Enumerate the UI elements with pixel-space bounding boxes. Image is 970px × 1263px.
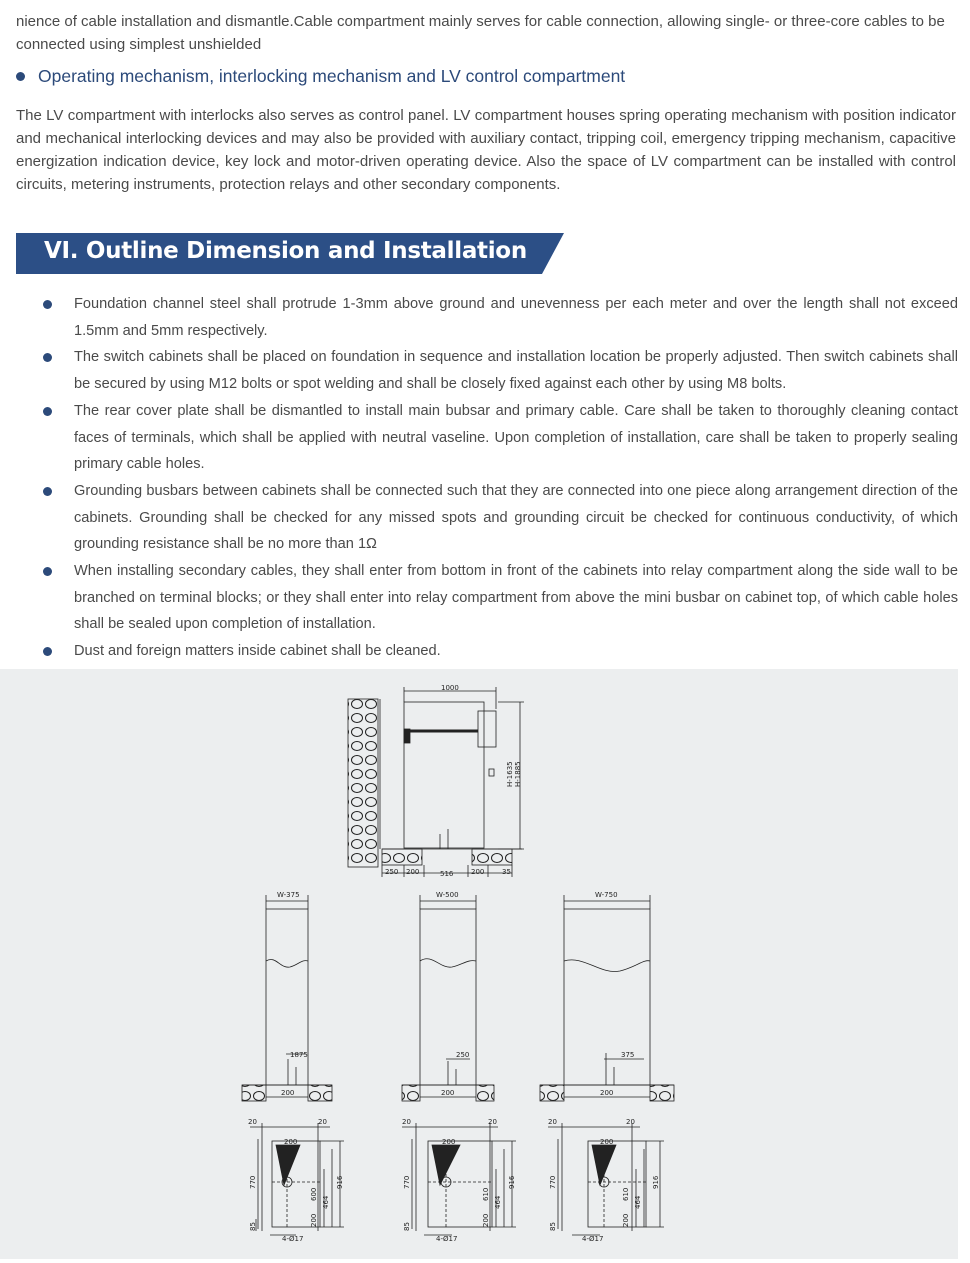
bullet-dot-icon [43,300,52,309]
list-item-text: Foundation channel steel shall protrude 1-3mm above ground and unevenness per each meter and over the length shall not exceed 1.5mm and 5mm respectively. [74,296,958,339]
section-title: VI. Outline Dimension and Installation [44,238,527,264]
subheading [16,66,625,87]
technical-drawing-panel [0,669,958,1259]
dim-depth: 1000 [441,684,459,692]
plan2-c: 916 [508,1175,516,1189]
plan3-d: 200 [622,1213,630,1227]
plan3-depth: 770 [549,1175,557,1189]
plan2-top: 200 [442,1138,456,1146]
plan2-right: 20 [488,1118,497,1126]
plan2-e: 85 [403,1222,411,1231]
plan1-c: 916 [336,1175,344,1189]
plan2-left: 20 [402,1118,411,1126]
plan1-holes: 4-Ø17 [282,1235,304,1243]
plan3-b: 464 [634,1195,642,1209]
plan3-top: 200 [600,1138,614,1146]
intro-text: nience of cable installation and dismantle.Cable compartment mainly serves for cable connection, allowing single- or three-core cables to be connected using simplest unshielded [16,13,945,53]
list-item [16,638,958,665]
dim-base-3: 200 [600,1089,614,1097]
plan1-e: 85 [249,1222,257,1231]
front-view-3 [540,895,674,1101]
plan2-holes: 4-Ø17 [436,1235,458,1243]
plan3-holes: 4-Ø17 [582,1235,604,1243]
plan3-right: 20 [626,1118,635,1126]
dim-bottom-2: 200 [406,868,420,876]
list-item-text: The rear cover plate shall be dismantled to install main bubsar and primary cable. Care shall be taken to thoroughly cleaning contact faces of terminals, which shall be applied with neutral vaseline. Upon completion of installation, care shall be taken to properly sealing primary cable holes. [74,402,958,473]
plan3-e: 85 [549,1222,557,1231]
dim-width-3: W-750 [595,891,618,899]
plan3-left: 20 [548,1118,557,1126]
dim-width-1: W-375 [277,891,300,899]
plan1-a: 600 [310,1187,318,1201]
plan1-d: 200 [310,1213,318,1227]
list-item [16,291,958,344]
bullet-dot-icon [16,72,25,81]
subheading-text: Operating mechanism, interlocking mechanism and LV control compartment [38,66,626,86]
list-item-text: Grounding busbars between cabinets shall be connected such that they are connected into one piece along arrangement direction of the cabinets. Grounding shall be checked for any missed spots and grounding circuit be checked for continuous conductivity, of which grounding resistance shall be no more than 1Ω [74,482,958,553]
front-view-1 [242,895,332,1101]
list-item [16,344,958,397]
list-item [16,398,958,478]
plan2-b: 464 [494,1195,502,1209]
installation-list [16,291,958,665]
plan1-depth: 770 [249,1175,257,1189]
side-view [348,687,524,877]
bullet-dot-icon [43,567,52,576]
outline-dimension-drawing [0,669,958,1259]
plan3-a: 610 [622,1187,630,1201]
plan1-top: 200 [284,1138,298,1146]
dim-width-2: W-500 [436,891,459,899]
plan2-a: 610 [482,1187,490,1201]
plan3-c: 916 [652,1175,660,1189]
plan1-right: 20 [318,1118,327,1126]
dim-bottom-4: 200 [471,868,485,876]
list-item-text: When installing secondary cables, they shall enter from bottom in front of the cabinets into relay compartment along the side wall to be branched on terminal blocks; or they shall enter into relay compartment from above the mini busbar on cabinet top, of which cable holes shall be sealed upon completion of installation. [74,563,958,633]
dim-offset-2: 250 [456,1051,470,1059]
list-item [16,478,958,558]
bullet-dot-icon [43,487,52,496]
plan1-left: 20 [248,1118,257,1126]
front-view-2 [402,895,494,1101]
dim-bottom-3: 516 [440,870,454,878]
plan1-b: 464 [322,1195,330,1209]
plan-view-2 [402,1123,516,1235]
dim-offset-1: 1875 [290,1051,308,1059]
plan2-d: 200 [482,1213,490,1227]
bullet-dot-icon [43,407,52,416]
dim-height-2: H-1885 [514,761,522,787]
dim-height-1: H-1635 [506,761,514,787]
dim-base-1: 200 [281,1089,295,1097]
plan2-depth: 770 [403,1175,411,1189]
dim-offset-3: 375 [621,1051,635,1059]
list-item [16,558,958,638]
list-item-text: Dust and foreign matters inside cabinet shall be cleaned. [74,643,441,660]
paragraph-lv-compartment: The LV compartment with interlocks also serves as control panel. LV compartment houses spring operating mechanism with position indicator and mechanical interlocking devices and may also be provided with auxiliary contact, tripping coil, emergency tripping mechanism, capacitive energization indication device, key lock and motor-driven operating device. Also the space of LV compartment can be installed with control circuits, metering instruments, protection relays and other secondary components. [16,107,956,193]
dim-bottom-1: 250 [385,868,399,876]
bullet-dot-icon [43,647,52,656]
section-banner [16,233,564,274]
list-item-text: The switch cabinets shall be placed on foundation in sequence and installation location be properly adjusted. Then switch cabinets shall be secured by using M12 bolts or spot welding and shall be closely fixed against each other by using M8 bolts. [74,349,958,393]
bullet-dot-icon [43,353,52,362]
dim-bottom-5: 35 [502,868,511,876]
dim-base-2: 200 [441,1089,455,1097]
